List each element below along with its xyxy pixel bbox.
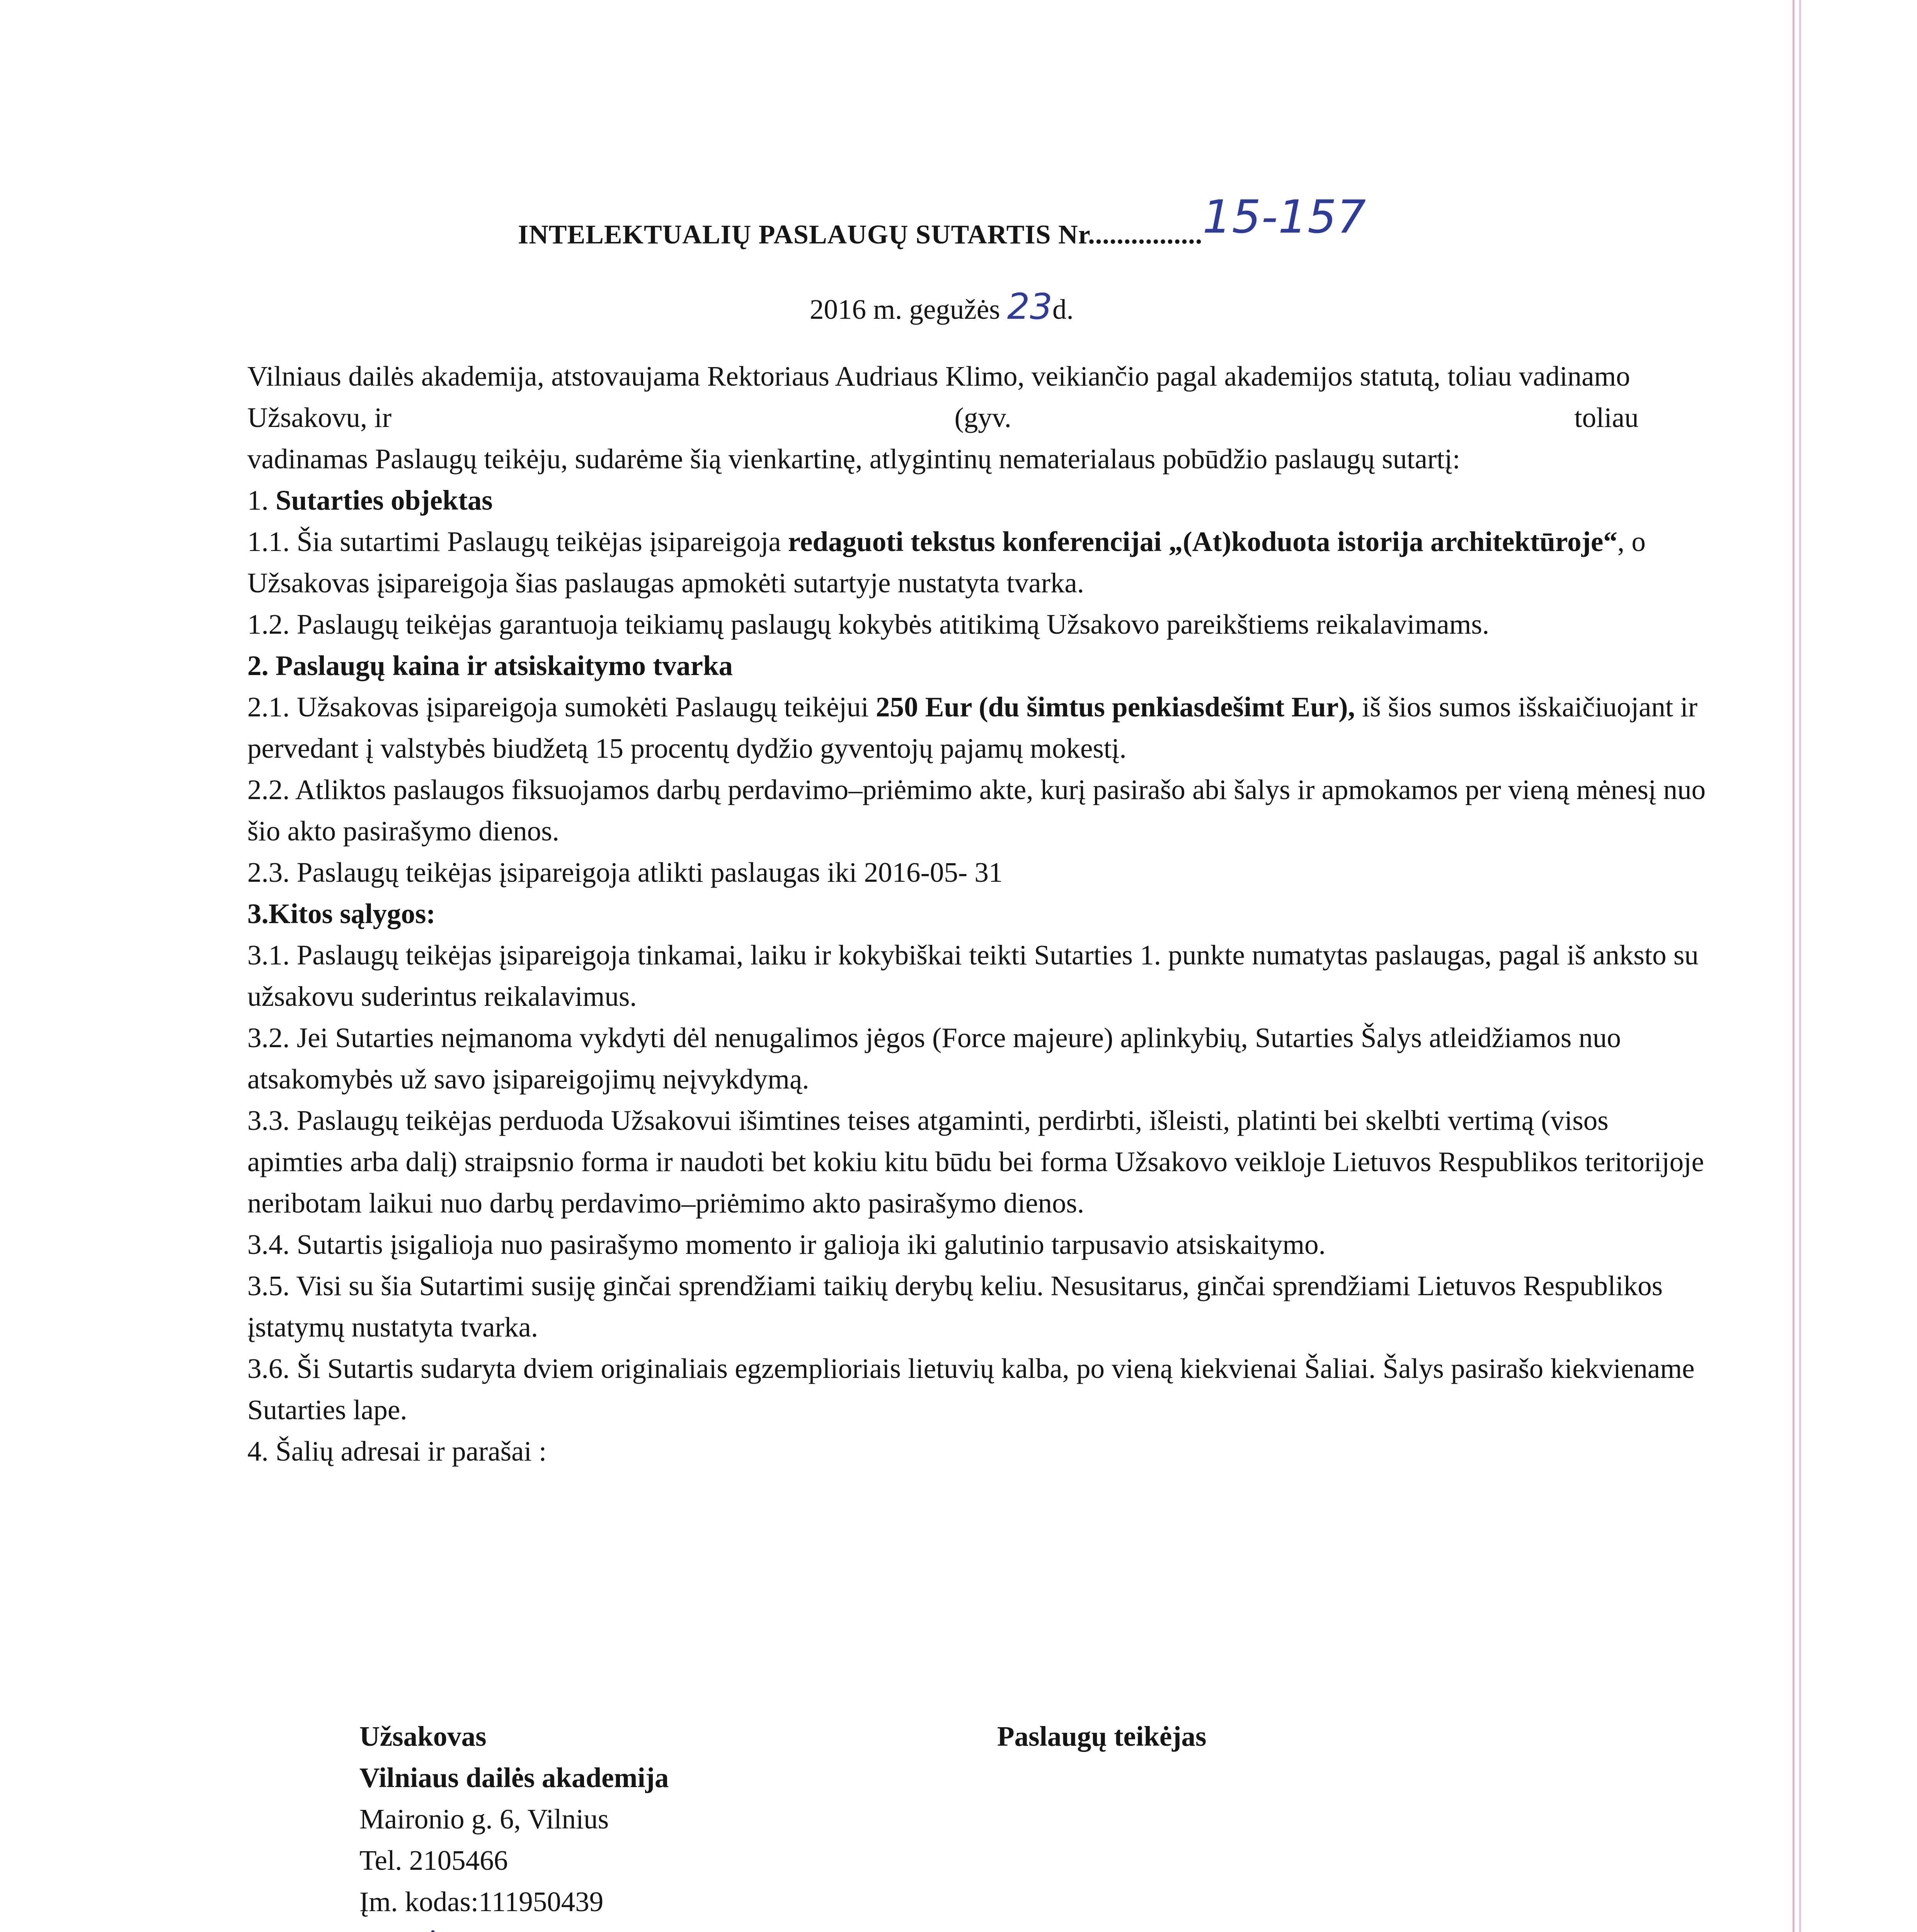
customer-name: Vilniaus dailės akademija xyxy=(359,1762,669,1793)
intro-paragraph xyxy=(247,355,1708,480)
section-1-title: Sutarties objektas xyxy=(276,485,493,516)
section-3-heading xyxy=(247,893,1708,934)
clause-2-1-text-b: iš šios sumos išskaičiuojant ir pervedant į valstybės biudžetą 15 procentų dydžio gyventojų pajamų mokestį. xyxy=(247,691,1698,764)
date-suffix: d. xyxy=(1052,294,1074,325)
title-text: INTELEKTUALIŲ PASLAUGŲ SUTARTIS Nr................ xyxy=(518,220,1203,250)
clause-1-1-text-b: , o Užsakovas įsipareigoja šias paslaugas apmokėti sutartyje nustatyta tvarka. xyxy=(247,526,1646,599)
intro-text-3: toliau vadinamas Paslaugų teikėju, sudarėme šią vienkartinę, atlygintinų nematerialaus pobūdžio paslaugų sutartį: xyxy=(247,402,1639,474)
customer-role: Užsakovas xyxy=(359,1721,487,1752)
section-1-heading xyxy=(247,480,1708,521)
clause-1-1-subject: redaguoti tekstus konferencijai „(At)koduota istorija architektūroje“ xyxy=(788,526,1617,557)
customer-block xyxy=(359,1716,669,1922)
section-4-heading: 4. Šalių adresai ir parašai : xyxy=(247,1435,547,1467)
customer-phone: Tel. 2105466 xyxy=(359,1845,508,1876)
clause-2-3: 2.3. Paslaugų teikėjas įsipareigoja atlikti paslaugas iki 2016-05- 31 xyxy=(247,857,1003,888)
intro-text-2: (gyv. xyxy=(954,402,1011,433)
clause-1-2: 1.2. Paslaugų teikėjas garantuoja teikiamų paslaugų kokybės atitikimą Užsakovo pareikštiems reikalavimams. xyxy=(247,609,1490,640)
rector-signature xyxy=(386,1917,773,1932)
section-3-title: 3.Kitos sąlygos: xyxy=(247,898,436,929)
provider-block xyxy=(997,1716,1206,1757)
date-prefix: 2016 m. gegužės xyxy=(810,294,1000,325)
page-edge-line xyxy=(1793,0,1801,1932)
contract-title xyxy=(518,190,1367,254)
clause-3-2: 3.2. Jei Sutarties neįmanoma vykdyti dėl nenugalimos jėgos (Force majeure) aplinkybių, Sutarties Šalys atleidžiamos nuo atsakomybės už savo įsipareigojimų neįvykdymą. xyxy=(247,1022,1621,1095)
date-day-handwritten: 23 xyxy=(1007,286,1052,327)
customer-company-code: Įm. kodas:111950439 xyxy=(359,1886,604,1917)
provider-role: Paslaugų teikėjas xyxy=(997,1721,1207,1752)
clause-1-1-text-a: 1.1. Šia sutartimi Paslaugų teikėjas įsipareigoja xyxy=(247,526,781,557)
clause-3-4: 3.4. Sutartis įsigalioja nuo pasirašymo momento ir galioja iki galutinio tarpusavio atsiskaitymo. xyxy=(247,1229,1326,1260)
clause-3-6: 3.6. Ši Sutartis sudaryta dviem originaliais egzemplioriais lietuvių kalba, po vieną kiekvienai Šaliai. Šalys pasirašo kiekviename Sutarties lape. xyxy=(247,1353,1695,1425)
customer-address: Maironio g. 6, Vilnius xyxy=(359,1803,609,1835)
section-2-heading xyxy=(247,645,1708,686)
clause-3-3: 3.3. Paslaugų teikėjas perduoda Užsakovui išimtines teises atgaminti, perdirbti, išleisti, platinti bei skelbti vertimą (visos apimties arba dalį) straipsnio forma ir naudoti bet kokiu kitu būdu bei forma Užsakovo veikloje Lietuvos Respublikos teritorijoje neribotam laikui nuo darbų perdavimo–priėmimo akto pasirašymo dienos. xyxy=(247,1105,1704,1219)
clause-2-1-text-a: 2.1. Užsakovas įsipareigoja sumokėti Paslaugų teikėjui xyxy=(247,691,869,723)
clause-3-1: 3.1. Paslaugų teikėjas įsipareigoja tinkamai, laiku ir kokybiškai teikti Sutarties 1. punkte numatytas paslaugas, pagal iš anksto su užsakovu suderintus reikalavimus. xyxy=(247,939,1699,1012)
clause-2-2: 2.2. Atliktos paslaugos fiksuojamos darbų perdavimo–priėmimo akte, kurį pasirašo abi šalys ir apmokamos per vieną mėnesį nuo šio akto pasirašymo dienos. xyxy=(247,774,1706,847)
section-2-title: 2. Paslaugų kaina ir atsiskaitymo tvarka xyxy=(247,650,733,681)
contract-number-handwritten: 15-157 xyxy=(1202,190,1367,243)
clause-2-1 xyxy=(247,686,1708,769)
intro-text-1: Vilniaus dailės akademija, atstovaujama Rektoriaus Audriaus Klimo, veikiančio pagal akademijos statutą, toliau vadinamo Užsakovu, ir xyxy=(247,361,1630,433)
clause-1-1 xyxy=(247,521,1708,604)
contract-body xyxy=(247,355,1708,1472)
clause-2-1-price: 250 Eur (du šimtus penkiasdešimt Eur), xyxy=(875,691,1355,723)
section-1-number: 1. xyxy=(247,485,269,516)
clause-3-5: 3.5. Visi su šia Sutartimi susiję ginčai sprendžiami taikių derybų keliu. Nesusitarus, ginčai sprendžiami Lietuvos Respublikos įstatymų nustatyta tvarka. xyxy=(247,1270,1663,1343)
contract-date xyxy=(810,286,1074,327)
